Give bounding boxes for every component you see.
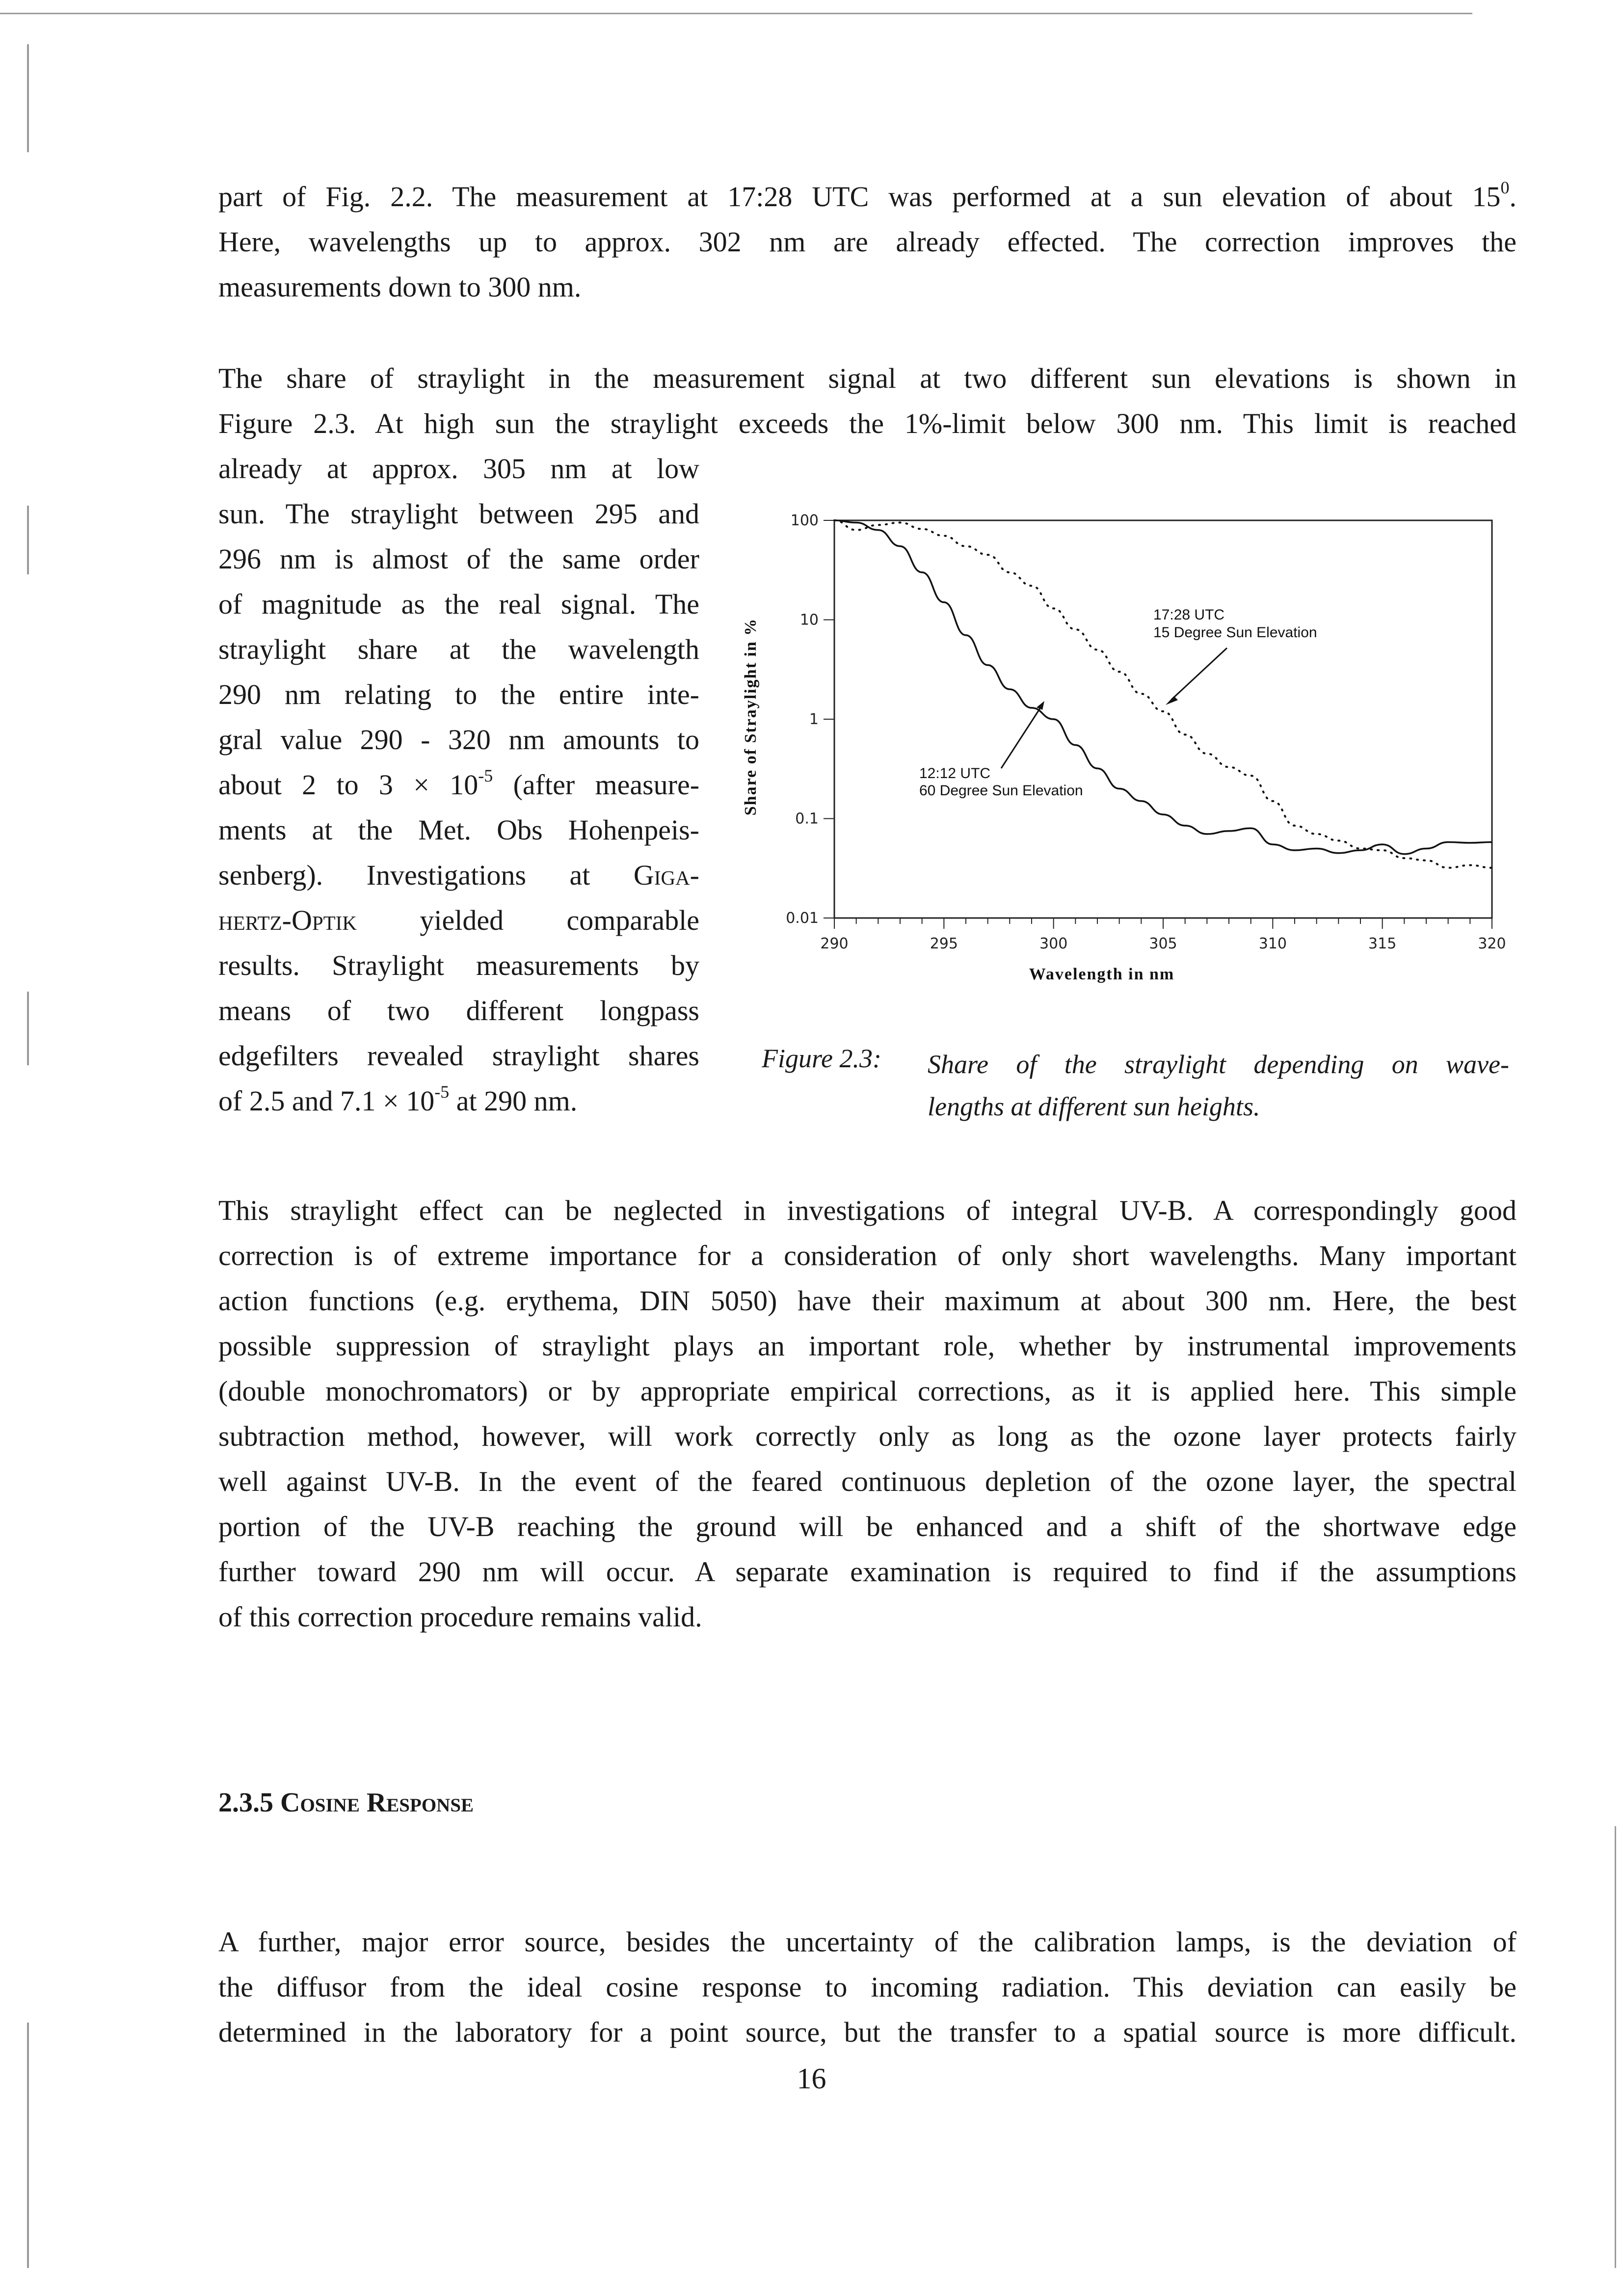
x-tick-label: 320 — [1478, 935, 1506, 952]
text-line: ments at the Met. Obs Hohenpeis- — [218, 814, 699, 846]
paragraph-4 — [218, 1919, 1517, 2055]
x-tick-label: 310 — [1258, 935, 1287, 952]
y-tick-label: 10 — [799, 611, 819, 629]
text-line: already at approx. 305 nm at low — [218, 453, 699, 485]
text-line: straylight share at the wavelength — [218, 633, 699, 665]
paragraph-1 — [218, 174, 1517, 310]
straylight-chart — [712, 491, 1517, 1011]
y-tick-label: 1 — [809, 711, 819, 728]
scan-left-edge — [27, 2023, 29, 2268]
scan-left-edge — [27, 44, 29, 152]
y-axis-title: Share of Straylight in % — [742, 618, 760, 816]
text-line: portion of the UV-B reaching the ground will be enhanced and a shift of the shortwave edge — [218, 1511, 1517, 1542]
scan-left-edge — [27, 506, 29, 574]
text-line: results. Straylight measurements by — [218, 949, 699, 981]
annotation-text: 17:28 UTC — [1153, 607, 1225, 623]
section-heading: 2.3.5 Cosine Response — [218, 1787, 474, 1818]
series-line-1728-utc — [834, 520, 1492, 868]
figure-caption — [928, 1043, 1509, 1128]
plot-area-border — [834, 520, 1492, 918]
text-line: sun. The straylight between 295 and — [218, 498, 699, 530]
scan-top-edge — [0, 13, 1472, 14]
scan-left-edge — [27, 992, 29, 1065]
y-tick-label: 0.1 — [795, 810, 819, 828]
x-axis-title: Wavelength in nm — [1029, 965, 1175, 983]
plot-frame — [834, 520, 1492, 918]
y-tick-label: 0.01 — [786, 910, 819, 927]
text-line: of 2.5 and $7.1 \times 10^{-5}$ at 290 nm. — [218, 1081, 578, 1117]
text-line: well against UV-B. In the event of the feared continuous depletion of the ozone layer, the spectral — [218, 1465, 1517, 1497]
text-line: gral value 290 - 320 nm amounts to — [218, 724, 699, 756]
annotation-text: 60 Degree Sun Elevation — [919, 783, 1083, 799]
x-tick-label: 290 — [820, 935, 849, 952]
text-line: action functions (e.g. erythema, DIN 5050) have their maximum at about 300 nm. Here, the best — [218, 1285, 1517, 1317]
series-line-1212-utc — [834, 520, 1492, 854]
scan-right-edge — [1615, 1826, 1616, 2268]
text-line: about 2 to $3 \times 10^{-5}$ (after measure- — [218, 765, 700, 801]
x-tick-label: 305 — [1149, 935, 1177, 952]
y-tick-label: 100 — [790, 512, 819, 529]
x-tick-label: 300 — [1039, 935, 1068, 952]
text-line: of magnitude as the real signal. The — [218, 588, 699, 620]
caption-line: lengths at different sun heights. — [928, 1092, 1260, 1121]
axis-ticks — [786, 512, 1506, 952]
text-line: hertz-Optik yielded comparable — [218, 904, 699, 936]
annotation-layer — [919, 607, 1317, 799]
text-line: (double monochromators) or by appropriate empirical corrections, as it is applied here. This simple — [218, 1375, 1517, 1407]
x-tick-label: 315 — [1368, 935, 1397, 952]
series-layer — [834, 520, 1492, 868]
text-line: A further, major error source, besides the uncertainty of the calibration lamps, is the deviation of — [218, 1926, 1517, 1958]
text-line: determined in the laboratory for a point source, but the transfer to a spatial source is more difficult. — [218, 2016, 1517, 2048]
text-line: Figure 2.3. At high sun the straylight exceeds the 1%-limit below 300 nm. This limit is reached — [218, 407, 1517, 439]
text-line: 290 nm relating to the entire inte- — [218, 678, 699, 710]
x-tick-label: 295 — [930, 935, 958, 952]
paragraph-2-left-column — [218, 446, 699, 1124]
annotation-arrow — [1171, 648, 1227, 700]
text-line: of this correction procedure remains valid. — [218, 1601, 702, 1633]
annotation-arrowhead — [1166, 696, 1178, 705]
caption-line: Share of the straylight depending on wave- — [928, 1050, 1509, 1079]
text-line: The share of straylight in the measurement signal at two different sun elevations is shown in — [218, 362, 1517, 394]
text-line: correction is of extreme importance for a consideration of only short wavelengths. Many important — [218, 1240, 1517, 1271]
paragraph-2 — [218, 356, 1517, 446]
text-line: subtraction method, however, will work correctly only as long as the ozone layer protects fairly — [218, 1420, 1517, 1452]
annotation-arrow — [1001, 707, 1041, 768]
text-line: possible suppression of straylight plays an important role, whether by instrumental improvements — [218, 1330, 1517, 1362]
text-line: part of Fig. 2.2. The measurement at 17:28 UTC was performed at a sun elevation of about $15^0$. — [218, 177, 1517, 213]
annotation-text: 15 Degree Sun Elevation — [1153, 624, 1317, 641]
text-line: Here, wavelengths up to approx. 302 nm are already effected. The correction improves the — [218, 226, 1517, 258]
annotation-text: 12:12 UTC — [919, 765, 991, 782]
paragraph-3 — [218, 1188, 1517, 1640]
figure-label: Figure 2.3: — [762, 1044, 881, 1073]
text-line: the diffusor from the ideal cosine response to incoming radiation. This deviation can easily be — [218, 1971, 1517, 2003]
page-number: 16 — [797, 2062, 826, 2095]
text-line: measurements down to 300 nm. — [218, 271, 582, 303]
text-line: edgefilters revealed straylight shares — [218, 1040, 699, 1072]
text-line: means of two different longpass — [218, 995, 699, 1026]
text-line: further toward 290 nm will occur. A separate examination is required to find if the assumptions — [218, 1556, 1517, 1588]
text-line: 296 nm is almost of the same order — [218, 543, 699, 575]
text-line: senberg). Investigations at Giga- — [218, 859, 699, 891]
text-line: This straylight effect can be neglected in investigations of integral UV-B. A correspondingly good — [218, 1194, 1517, 1226]
